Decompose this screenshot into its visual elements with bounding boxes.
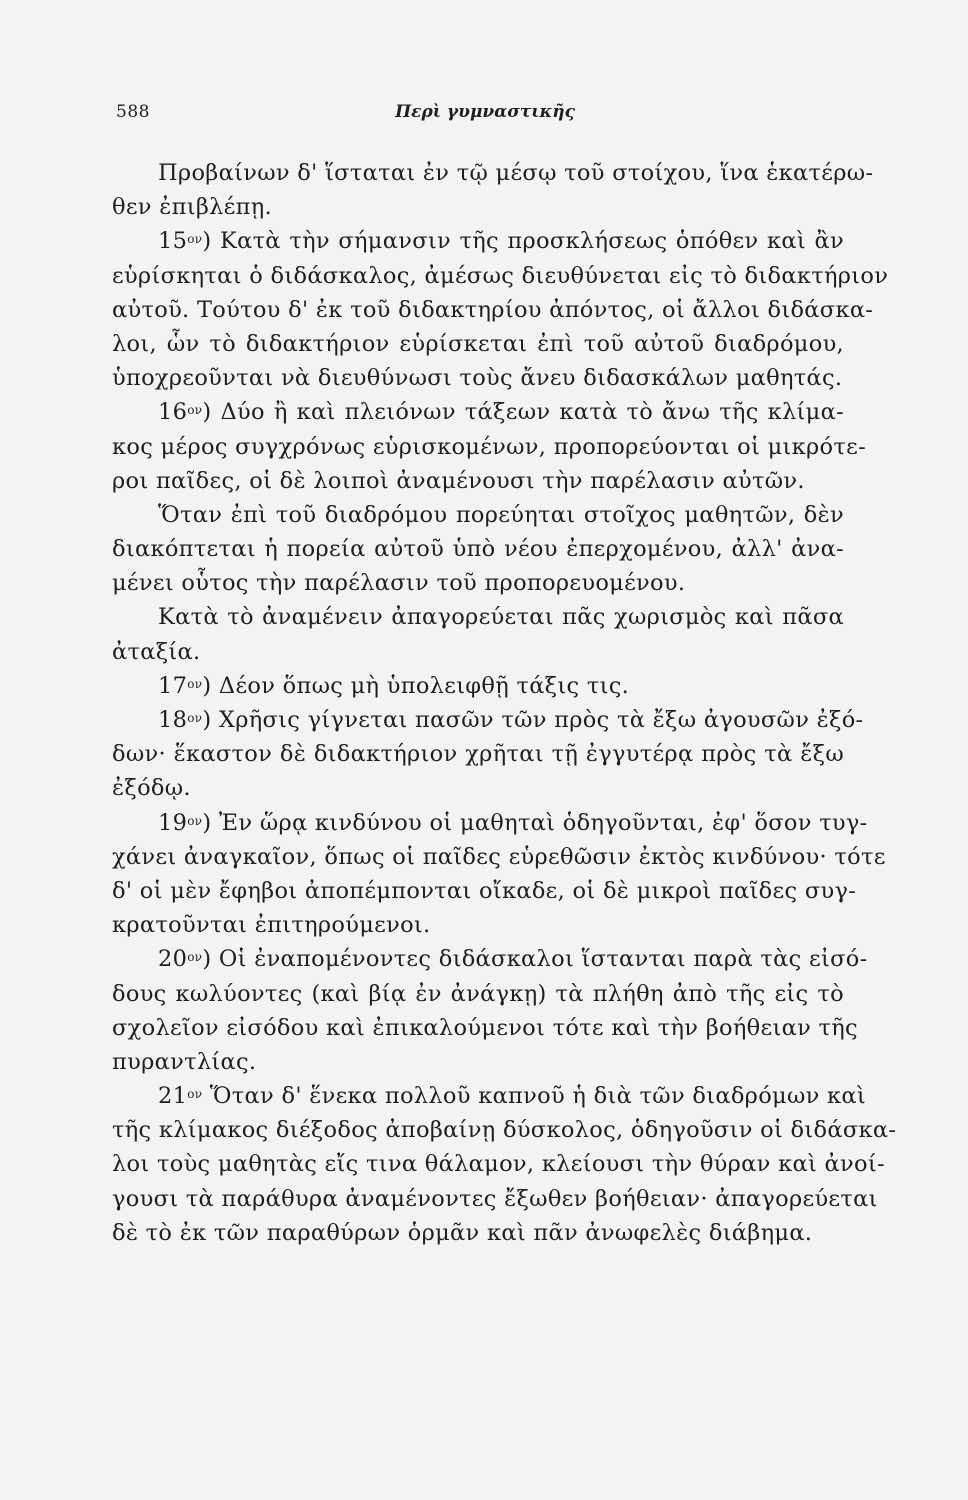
text-line <box>112 259 889 293</box>
text-line <box>112 977 844 1011</box>
text-line <box>112 430 866 464</box>
text-line <box>112 224 844 258</box>
paragraph-number-suffix: ον <box>187 813 203 828</box>
line-text: μένει οὗτος τὴν παρέλασιν τοῦ προπορευομένου. <box>112 570 686 597</box>
paragraph-number: 21 <box>158 1083 188 1110</box>
text-line <box>112 1045 844 1079</box>
line-text: ὑποχρεοῦνται νὰ διευθύνωσι τοὺς ἄνευ διδασκάλων μαθητάς. <box>112 365 843 392</box>
line-text: πυραντλίας. <box>112 1048 257 1075</box>
text-line <box>112 1011 858 1045</box>
paragraph-number: 17 <box>158 672 188 699</box>
paragraph-number: 16 <box>158 399 188 426</box>
line-text: Ὅταν ἐπὶ τοῦ διαδρόμου πορεύηται στοῖχος μαθητῶν, δὲν <box>158 501 844 528</box>
paragraph-number-suffix: ον <box>187 1087 203 1102</box>
line-text: κος μέρος συγχρόνως εὑρισκομένων, προπορεύονται οἱ μικρότε- <box>112 433 866 460</box>
text-line <box>112 908 844 942</box>
text-line <box>112 327 844 361</box>
line-text: Προβαίνων δ' ἵσταται ἐν τῷ μέσῳ τοῦ στοίχου, ἵνα ἑκατέρω- <box>158 160 874 186</box>
line-text: κρατοῦνται ἐπιτηρούμενοι. <box>112 912 431 939</box>
text-line <box>112 669 844 703</box>
text-line <box>112 806 868 840</box>
text-line <box>112 566 844 600</box>
text-line <box>112 1216 844 1250</box>
line-text: εὑρίσκηται ὁ διδάσκαλος, ἀμέσως διευθύνεται εἰς τὸ διδακτήριον <box>112 262 889 289</box>
line-text: διακόπτεται ἡ πορεία αὐτοῦ ὑπὸ νέου ἐπερχομένου, ἀλλ' ἀνα- <box>112 536 844 563</box>
text-line <box>112 1113 897 1147</box>
line-text: ἀταξία. <box>112 638 201 665</box>
page-number: 588 <box>116 102 150 122</box>
paragraph-number-suffix: ον <box>187 403 203 418</box>
text-line <box>112 635 844 669</box>
line-text: Κατὰ τὸ ἀναμένειν ἀπαγορεύεται πᾶς χωρισμὸς καὶ πᾶσα <box>158 604 844 631</box>
text-line <box>112 498 844 532</box>
text-line <box>112 361 844 395</box>
line-text: δὲ τὸ ἐκ τῶν παραθύρων ὁρμᾶν καὶ πᾶν ἀνωφελὲς διάβημα. <box>112 1219 813 1246</box>
line-text: αὐτοῦ. Τούτου δ' ἐκ τοῦ διδακτηρίου ἀπόντος, οἱ ἄλλοι διδάσκα- <box>112 296 874 323</box>
paragraph-number: 20 <box>158 946 188 973</box>
text-line <box>112 771 844 805</box>
line-text: ) Οἱ ἐναπομένοντες διδάσκαλοι ἵστανται παρὰ τὰς εἰσό- <box>202 946 868 973</box>
line-text: λοι, ὧν τὸ διδακτήριον εὑρίσκεται ἐπὶ τοῦ αὐτοῦ διαδρόμου, <box>112 330 844 357</box>
text-line <box>112 156 874 190</box>
text-line <box>112 532 844 566</box>
line-text: τῆς κλίμακος διέξοδος ἀποβαίνῃ δύσκολος, ὁδηγοῦσιν οἱ διδάσκα- <box>112 1117 897 1144</box>
text-line <box>112 942 868 976</box>
line-text: δων· ἕκαστον δὲ διδακτήριον χρῆται τῇ ἐγγυτέρᾳ πρὸς τὰ ἔξω <box>112 741 844 768</box>
line-text: ) Χρῆσις γίγνεται πασῶν τῶν πρὸς τὰ ἔξω ἀγουσῶν ἐξό- <box>202 707 864 733</box>
line-text: θεν ἐπιβλέπῃ. <box>112 194 272 221</box>
text-line <box>112 293 874 327</box>
paragraph-number-suffix: ον <box>187 232 203 247</box>
text-line <box>112 874 857 908</box>
paragraph-number-suffix: ον <box>187 950 203 965</box>
line-text: ) Κατὰ τὴν σήμανσιν τῆς προσκλήσεως ὁπόθεν καὶ ἂν <box>202 228 844 255</box>
text-line <box>112 1147 885 1181</box>
line-text: δ' οἱ μὲν ἔφηβοι ἀποπέμπονται οἴκαδε, οἱ δὲ μικροὶ παῖδες συγ- <box>112 877 857 904</box>
text-line <box>112 190 844 224</box>
line-text: δους κωλύοντες (καὶ βίᾳ ἐν ἀνάγκῃ) τὰ πλήθη ἀπὸ τῆς εἰς τὸ <box>112 980 844 1007</box>
page-header <box>116 102 854 132</box>
line-text: ἐξόδῳ. <box>112 775 191 802</box>
line-text: γουσι τὰ παράθυρα ἀναμένοντες ἔξωθεν βοήθειαν· ἀπαγορεύεται <box>112 1185 878 1212</box>
line-text: ) Ἐν ὥρᾳ κινδύνου οἱ μαθηταὶ ὁδηγοῦνται, ἐφ' ὅσον τυγ- <box>202 809 868 836</box>
line-text: λοι τοὺς μαθητὰς εἴς τινα θάλαμον, κλείουσι τὴν θύραν καὶ ἀνοί- <box>112 1151 885 1178</box>
line-text: ) Δέον ὅπως μὴ ὑπολειφθῇ τάξις τις. <box>202 672 630 699</box>
text-line <box>112 600 844 634</box>
text-line <box>112 464 844 498</box>
line-text: ροι παῖδες, οἱ δὲ λοιποὶ ἀναμένουσι τὴν παρέλασιν αὐτῶν. <box>112 467 805 494</box>
paragraph-number-suffix: ον <box>187 676 203 691</box>
text-line <box>112 1182 878 1216</box>
text-line <box>112 840 886 874</box>
line-text: σχολεῖον εἰσόδου καὶ ἐπικαλούμενοι τότε καὶ τὴν βοήθειαν τῆς <box>112 1014 858 1041</box>
text-line <box>112 703 864 737</box>
body-text <box>112 156 897 1250</box>
text-line <box>112 737 844 771</box>
paragraph-number: 19 <box>158 809 188 836</box>
line-text: χάνει ἀναγκαῖον, ὅπως οἱ παῖδες εὑρεθῶσιν ἐκτὸς κινδύνου· τότε <box>112 843 886 870</box>
paragraph-number: 18 <box>158 707 188 733</box>
running-title: Περὶ γυμναστικῆς <box>395 102 575 122</box>
paragraph-number-suffix: ον <box>187 711 203 725</box>
line-text: Ὅταν δ' ἕνεκα πολλοῦ καπνοῦ ἡ διὰ τῶν διαδρόμων καὶ <box>202 1083 867 1110</box>
text-line <box>112 1079 867 1113</box>
line-text: ) Δύο ἢ καὶ πλειόνων τάξεων κατὰ τὸ ἄνω τῆς κλίμα- <box>202 399 844 426</box>
paragraph-number: 15 <box>158 228 188 255</box>
text-line <box>112 395 844 429</box>
